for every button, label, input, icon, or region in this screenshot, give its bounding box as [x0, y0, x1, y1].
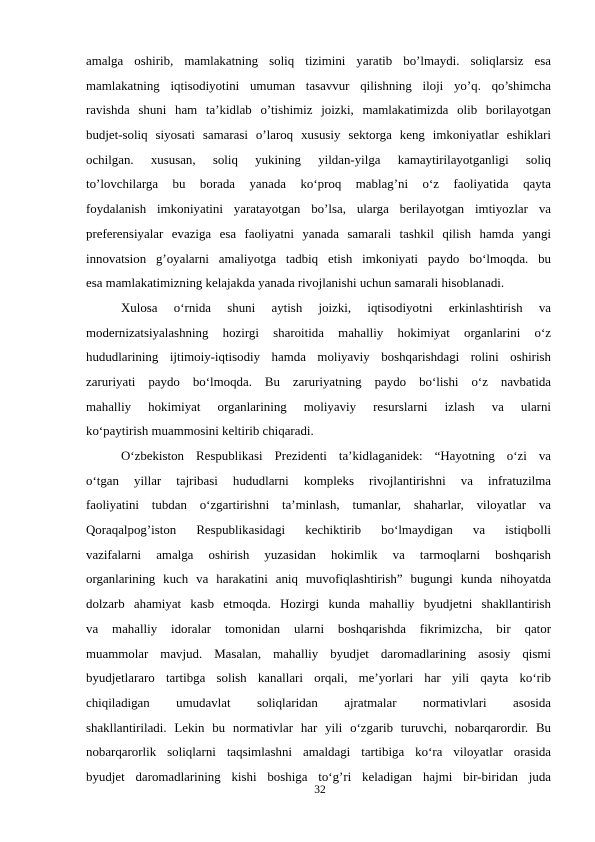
- text-line: vazifalarni amalga oshirish yuzasidan hokimlik va tarmoqlarni boshqarish: [86, 547, 551, 562]
- text-line: dolzarb ahamiyat kasb etmoqda. Hozirgi kunda mahalliy byudjetni shakllantirish: [86, 597, 551, 612]
- text-line: amalga oshirib, mamlakatning soliq tizimini yaratib bo’lmaydi. soliqlarsiz esa: [86, 54, 551, 68]
- text-line: mamlakatning iqtisodiyotini umuman tasavvur qilishning iloji yo’q. qo’shimcha: [86, 78, 551, 93]
- text-line: preferensiyalar evaziga esa faoliyatni yanada samarali tashkil qilish hamda yangi: [86, 226, 551, 241]
- text-line: zaruriyati paydo bo‘lmoqda. Bu zaruriyatning paydo bo‘lishi o‘z navbatida: [86, 374, 551, 389]
- paragraph-3: [86, 444, 551, 790]
- text-line: nobarqarorlik soliqlarni taqsimlashni amaldagi tartibiga ko‘ra viloyatlar orasida: [86, 745, 551, 760]
- text-line: O‘zbekiston Respublikasi Prezidenti ta’kidlaganidek: “Hayotning o‘zi va: [121, 449, 551, 463]
- body-text: [86, 49, 551, 790]
- text-line: budjet-soliq siyosati samarasi o’laroq xususiy sektorga keng imkoniyatlar eshiklari: [86, 128, 551, 143]
- text-line: ochilgan. xususan, soliq yukining yildan-yilga kamaytirilayotganligi soliq: [86, 152, 551, 167]
- text-line: esa mamlakatimizning kelajakda yanada rivojlanishi uchun samarali hisoblanadi.: [86, 276, 505, 291]
- text-line: ravishda shuni ham ta’kidlab o’tishimiz joizki, mamlakatimizda olib borilayotgan: [86, 103, 551, 118]
- text-line: foydalanish imkoniyatini yaratayotgan bo’lsa, ularga berilayotgan imtiyozlar va: [86, 202, 551, 217]
- text-line: chiqiladigan umudavlat soliqlaridan ajratmalar normativlari asosida: [86, 695, 551, 710]
- text-line: muammolar mavjud. Masalan, mahalliy byudjet daromadlarining asosiy qismi: [86, 646, 551, 661]
- text-line: ko‘paytirish muammosini keltirib chiqaradi.: [86, 424, 314, 439]
- text-line: o‘tgan yillar tajribasi hududlarni kompleks rivojlantirishni va infratuzilma: [86, 473, 551, 488]
- paragraph-1: [86, 49, 551, 296]
- text-line: organlarining kuch va harakatini aniq muvofiqlashtirish” bugungi kunda nihoyatda: [86, 572, 551, 587]
- text-line: mahalliy hokimiyat organlarining moliyaviy resurslarni izlash va ularni: [86, 399, 551, 414]
- text-line: modernizatsiyalashning hozirgi sharoitida mahalliy hokimiyat organlarini o‘z: [86, 325, 551, 340]
- text-line: Xulosa o‘rnida shuni aytish joizki, iqtisodiyotni erkinlashtirish va: [121, 300, 551, 315]
- text-line: shakllantiriladi. Lekin bu normativlar har yili o‘zgarib turuvchi, nobarqarordir. Bu: [86, 720, 551, 735]
- text-line: innovatsion g’oyalarni amaliyotga tadbiq etish imkoniyati paydo bo‘lmoqda. bu: [86, 251, 551, 266]
- text-line: faoliyatini tubdan o‘zgartirishni ta’minlash, tumanlar, shaharlar, viloyatlar va: [86, 498, 551, 513]
- text-line: byudjetlararo tartibga solish kanallari orqali, me’yorlari har yili qayta ko‘rib: [86, 671, 551, 686]
- text-line: to’lovchilarga bu borada yanada ko‘proq mablag’ni o‘z faoliyatida qayta: [86, 177, 551, 192]
- text-line: byudjet daromadlarining kishi boshiga to‘g’ri keladigan hajmi bir-biridan juda: [86, 769, 551, 784]
- text-line: hududlarining ijtimoiy-iqtisodiy hamda moliyaviy boshqarishdagi rolini oshirish: [86, 350, 551, 365]
- paragraph-2: [86, 296, 551, 444]
- page-number: 32: [314, 784, 326, 796]
- text-line: va mahalliy idoralar tomonidan ularni boshqarishda fikrimizcha, bir qator: [86, 621, 551, 636]
- text-line: Qoraqalpog’iston Respublikasidagi kechiktirib bo‘lmaydigan va istiqbolli: [86, 523, 551, 538]
